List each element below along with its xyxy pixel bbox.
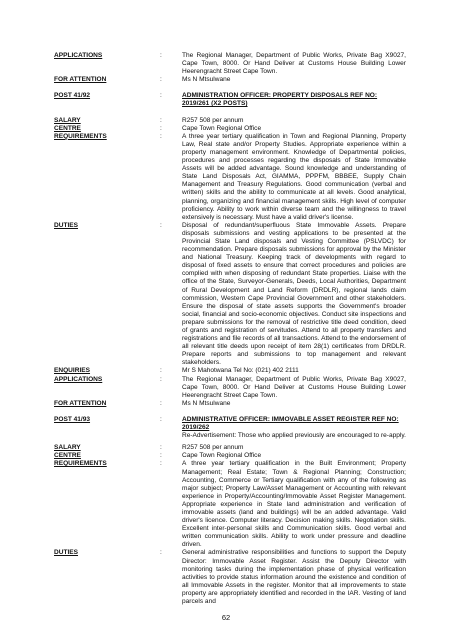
- field-label: FOR ATTENTION: [54, 76, 107, 84]
- post-header-row: POST 41/93 : ADMINISTRATIVE OFFICER: IMMOVABLE ASSET REGISTER REF NO: 2019/262 Re-Advertisement: Those who applied previously are encouraged to re-apply.: [54, 415, 406, 440]
- post-title: ADMINISTRATIVE OFFICER: IMMOVABLE ASSET REGISTER REF NO: 2019/262: [182, 415, 399, 432]
- field-value: R257 508 per annum: [182, 116, 244, 124]
- field-value: General administrative responsibilities and functions to support the Deputy Director: Immovable Asset Register. Assist the Deputy Director with monitoring tasks during the implementation phase of physical verification activities to provide status information around the existence and condition of all Immovable Assets in the register. Monitor that all improvements to state property are appropriately identified and recorded in the IAR. Vesting of land parcels and: [182, 549, 406, 605]
- post-number: POST 41/93: [54, 415, 91, 423]
- field-value: The Regional Manager, Department of Public Works, Private Bag X9027, Cape Town, 8000. Or Hand Deliver at Customs House Building Lower Heerengracht Street Cape Town.: [182, 375, 406, 399]
- page-number: 62: [221, 613, 231, 622]
- field-value: Mr S Mahotwana Tel No: (021) 402 2111: [182, 367, 299, 375]
- post-title: ADMINISTRATION OFFICER: PROPERTY DISPOSALS REF NO: 2019/261 (X2 POSTS): [182, 92, 378, 108]
- attention-row: FOR ATTENTION : Ms N Mtsulwane: [54, 76, 406, 84]
- field-label: CENTRE: [54, 124, 81, 132]
- post-header-row: POST 41/92 : ADMINISTRATION OFFICER: PROPERTY DISPOSALS REF NO: 2019/261 (X2 POSTS): [54, 92, 406, 108]
- field-label: DUTIES: [54, 549, 79, 557]
- field-value: Ms N Mtsulwane: [182, 76, 231, 84]
- field-value: Disposal of redundant/superfluous State Immovable Assets. Prepare disposals submissions and vesting applications to be presented at the Provincial State Land disposals and Vesting Committee (PSLVDC) for recommendation. Prepare disposals submissions for approval by the Minister and National Treasury. Keeping track of developments with regard to disposal of fixed assets to ensure that correct procedures and policies are complied with when disposing of redundant State properties. Liaise with the office of the State, Surveyor-Generals, Deeds, Local Authorities, Department of Rural Development and Land Reform (DRDLR), regional lands claim commission, Western Cape Provincial Government and other stakeholders. Ensure the disposal of state assets supports the Government's broader social, financial and socio-economic objectives. Conduct site inspections and prepare submissions for the removal of restrictive title deed condition, deed of grants and registration of servitudes. Attend to all property transfers and registrations and file records of all transactions. Attend to the endorsement of all relevant title deeds upon receipt of item 28(1) certificates from DRDLR. Prepare reports and submissions to top management and relevant stakeholders.: [182, 221, 406, 367]
- field-label: APPLICATIONS: [54, 375, 103, 383]
- field-value: R257 508 per annum: [182, 444, 244, 452]
- field-label: SALARY: [54, 444, 81, 452]
- field-label: FOR ATTENTION: [54, 399, 107, 407]
- duties-row: DUTIES : General administrative responsibilities and functions to support the Deputy Director: Immovable Asset Register. Assist the Deputy Director with monitoring tasks during the implementation phase of physical verification activities to provide status information around the existence and condition of all Immovable Assets in the register. Monitor that all improvements to state property are appropriately identified and recorded in the IAR. Vesting of land parcels and: [54, 549, 406, 605]
- centre-row: CENTRE : Cape Town Regional Office: [54, 125, 406, 133]
- applications-row: APPLICATIONS : The Regional Manager, Department of Public Works, Private Bag X9027, Cape Town, 8000. Or Hand Deliver at Customs House Building Lower Heerengracht Street Cape Town.: [54, 375, 406, 399]
- field-label: CENTRE: [54, 452, 81, 460]
- readvert-note: Re-Advertisement: Those who applied previously are encouraged to re-apply.: [182, 432, 406, 440]
- document-page: [54, 52, 406, 606]
- post-number: POST 41/92: [54, 92, 91, 100]
- field-value: Cape Town Regional Office: [182, 124, 262, 132]
- field-label: DUTIES: [54, 221, 79, 229]
- field-value: Cape Town Regional Office: [182, 452, 262, 460]
- duties-row: DUTIES : Disposal of redundant/superfluous State Immovable Assets. Prepare disposals submissions and vesting applications to be presented at the Provincial State Land disposals and Vesting Committee (PSLVDC) for recommendation. Prepare disposals submissions for approval by the Minister and National Treasury. Keeping track of developments with regard to disposal of fixed assets to ensure that correct procedures and policies are complied with when disposing of redundant State properties. Liaise with the office of the State, Surveyor-Generals, Deeds, Local Authorities, Department of Rural Development and Land Reform (DRDLR), regional lands claim commission, Western Cape Provincial Government and other stakeholders. Ensure the disposal of state assets supports the Government's broader social, financial and socio-economic objectives. Conduct site inspections and prepare submissions for the removal of restrictive title deed condition, deed of grants and registration of servitudes. Attend to all property transfers and registrations and file records of all transactions. Attend to the endorsement of all relevant title deeds upon receipt of item 28(1) certificates from DRDLR. Prepare reports and submissions to top management and relevant stakeholders.: [54, 221, 406, 367]
- field-label: ENQUIRIES: [54, 367, 91, 375]
- field-value: A three year tertiary qualification in the Built Environment; Property Management; Real Estate; Town & Regional Planning; Construction; Accounting, Commerce or Tertiary qualification with any of the following as major subject; Property Law/Asset Management or Accounting with relevant experience in Property/Accounting/Immovable Asset Register Management. Appropriate experience in State land administration and verification of immovable assets (land and buildings) will be an added advantage. Valid driver's licence. Computer literacy. Decision making skills. Negotiation skills. Excellent inter-personal skills and Communication skills. Good verbal and written communication skills. Ability to work under pressure and deadline driven.: [182, 460, 406, 549]
- field-label: REQUIREMENTS: [54, 132, 107, 140]
- field-value: Ms N Mtsulwane: [182, 399, 231, 407]
- applications-row: APPLICATIONS : The Regional Manager, Department of Public Works, Private Bag X9027, Cape Town, 8000. Or Hand Deliver at Customs House Building Lower Heerengracht Street Cape Town.: [54, 52, 406, 76]
- salary-row: SALARY : R257 508 per annum: [54, 117, 406, 125]
- field-label: APPLICATIONS: [54, 52, 103, 59]
- enquiries-row: ENQUIRIES : Mr S Mahotwana Tel No: (021) 402 2111: [54, 367, 406, 375]
- field-label: SALARY: [54, 116, 81, 124]
- field-value: The Regional Manager, Department of Public Works, Private Bag X9027, Cape Town, 8000. Or Hand Deliver at Customs House Building Lower Heerengracht Street Cape Town.: [182, 52, 406, 76]
- salary-row: SALARY : R257 508 per annum: [54, 444, 406, 452]
- attention-row: FOR ATTENTION : Ms N Mtsulwane: [54, 400, 406, 408]
- field-value: A three year tertiary qualification in Town and Regional Planning, Property Law, Real state and/or Property Studies. Appropriate experience within a property management environment. Knowledge of Departmental policies, procedures and processes regarding the disposals of State Immovable Assets will be added advantage. Sound knowledge and understanding of State Land Disposals Act, GIAMMA, PPPFM, BBBEE, Supply Chain Management and Treasury Regulations. Good communication (verbal and written) skills and the ability to communicate at all levels. Good analytical, planning, organizing and financial management skills. High level of computer proficiency. Ability to work within diverse team and the willingness to travel extensively is necessary. Must have a valid driver's license.: [182, 132, 406, 221]
- centre-row: CENTRE : Cape Town Regional Office: [54, 452, 406, 460]
- requirements-row: REQUIREMENTS : A three year tertiary qualification in Town and Regional Planning, Property Law, Real state and/or Property Studies. Appropriate experience within a property management environment. Knowledge of Departmental policies, procedures and processes regarding the disposals of State Immovable Assets will be added advantage. Sound knowledge and understanding of State Land Disposals Act, GIAMMA, PPPFM, BBBEE, Supply Chain Management and Treasury Regulations. Good communication (verbal and written) skills and the ability to communicate at all levels. Good analytical, planning, organizing and financial management skills. High level of computer proficiency. Ability to work within diverse team and the willingness to travel extensively is necessary. Must have a valid driver's license.: [54, 132, 406, 221]
- field-label: REQUIREMENTS: [54, 460, 107, 468]
- requirements-row: REQUIREMENTS : A three year tertiary qualification in the Built Environment; Property Management; Real Estate; Town & Regional Planning; Construction; Accounting, Commerce or Tertiary qualification with any of the following as major subject; Property Law/Asset Management or Accounting with relevant experience in Property/Accounting/Immovable Asset Register Management. Appropriate experience in State land administration and verification of immovable assets (land and buildings) will be an added advantage. Valid driver's licence. Computer literacy. Decision making skills. Negotiation skills. Excellent inter-personal skills and Communication skills. Good verbal and written communication skills. Ability to work under pressure and deadline driven.: [54, 460, 406, 549]
